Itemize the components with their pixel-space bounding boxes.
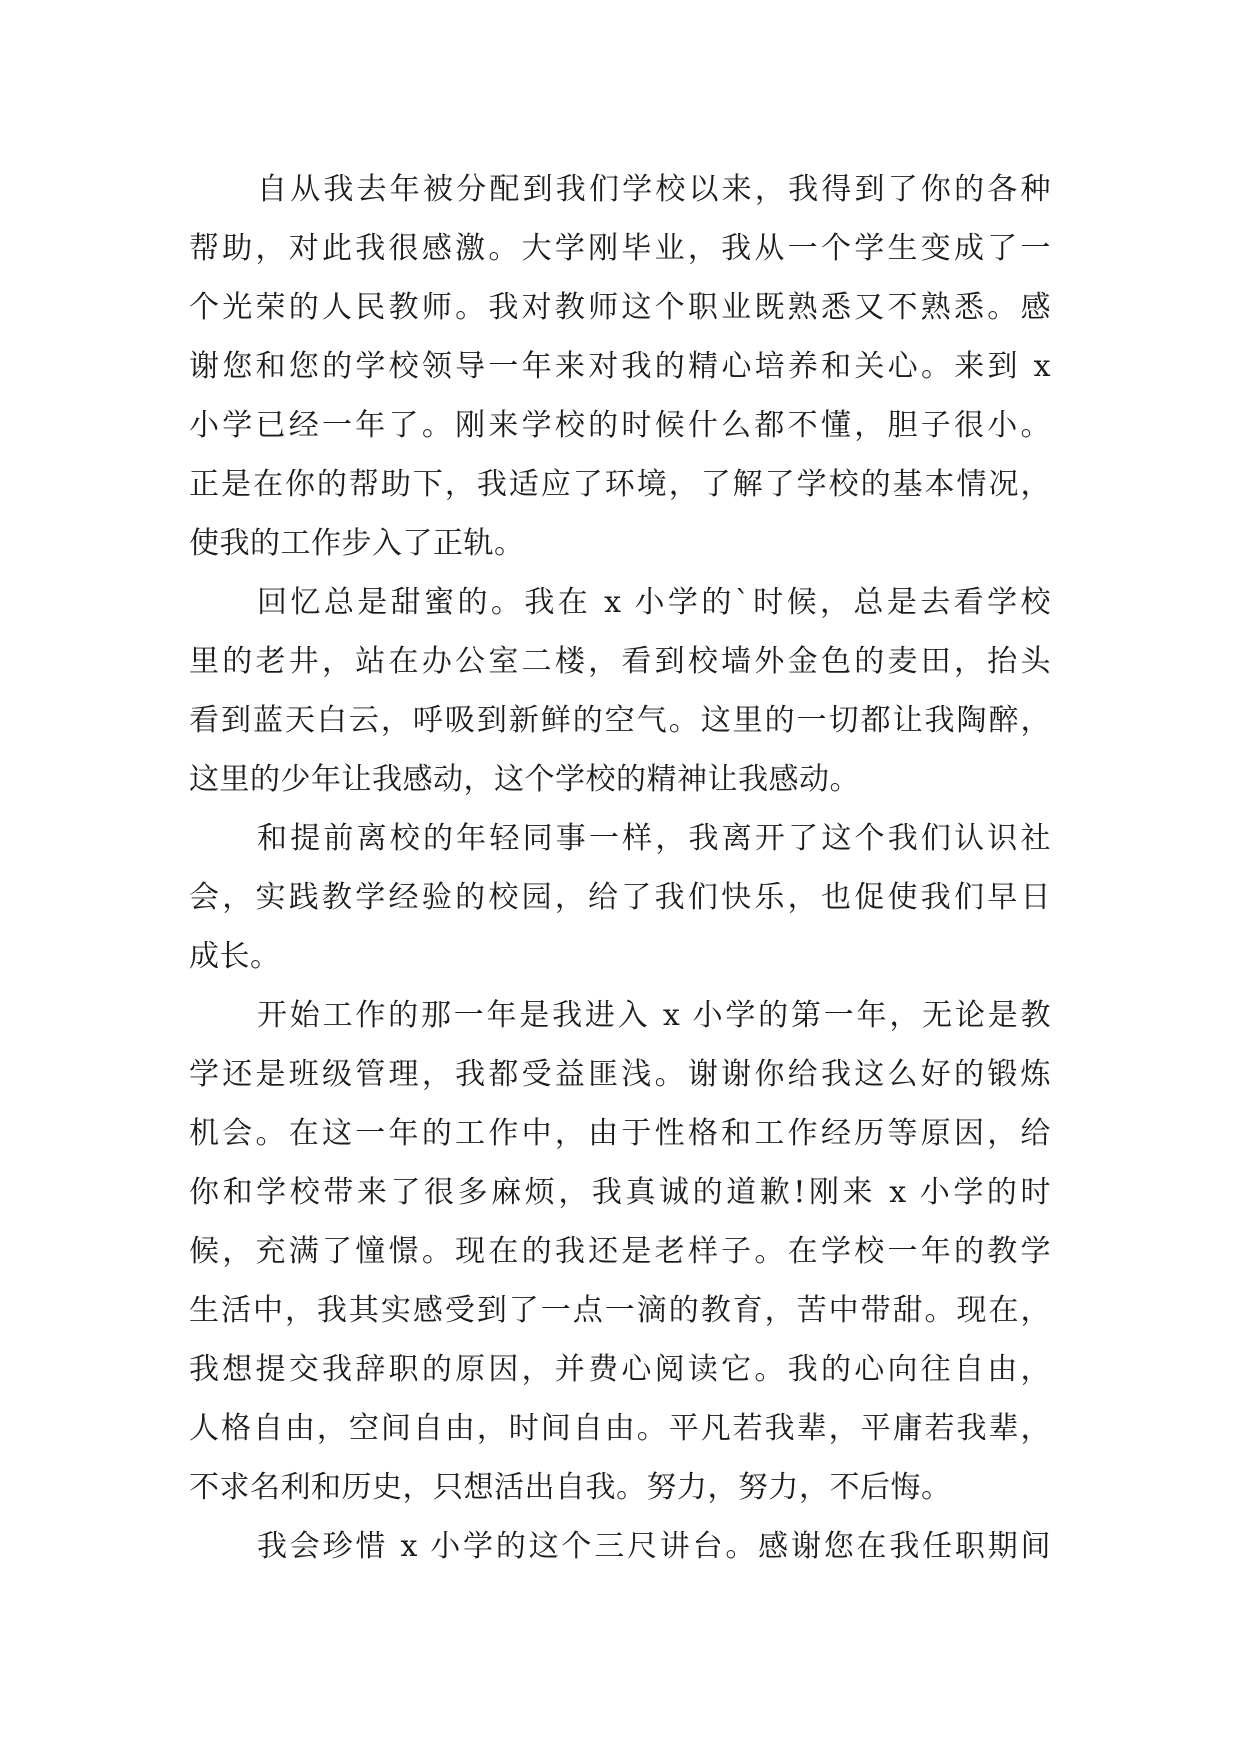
paragraph-1 xyxy=(189,160,1051,573)
text-line: 成长。 xyxy=(189,939,281,974)
paragraph-2 xyxy=(189,573,1051,809)
text-line: 里的老井，站在办公室二楼，看到校墙外金色的麦田，抬头 xyxy=(189,644,1051,679)
text-line: 人格自由，空间自由，时间自由。平凡若我辈，平庸若我辈， xyxy=(189,1411,1051,1446)
letter-body xyxy=(189,160,1051,1576)
text-line: 这里的少年让我感动，这个学校的精神让我感动。 xyxy=(189,762,860,797)
text-line: 候，充满了憧憬。现在的我还是老样子。在学校一年的教学 xyxy=(189,1234,1051,1269)
paragraph-3 xyxy=(189,809,1051,986)
text-line: 会，实践教学经验的校园，给了我们快乐，也促使我们早日 xyxy=(189,880,1051,915)
text-line: 个光荣的人民教师。我对教师这个职业既熟悉又不熟悉。感 xyxy=(189,290,1051,325)
text-line: 看到蓝天白云，呼吸到新鲜的空气。这里的一切都让我陶醉， xyxy=(189,703,1051,738)
text-line: 不求名利和历史，只想活出自我。努力，努力，不后悔。 xyxy=(189,1470,952,1505)
text-line: 回忆总是甜蜜的。我在 x 小学的`时候，总是去看学校 xyxy=(257,585,1051,620)
text-line: 我会珍惜 x 小学的这个三尺讲台。感谢您在我任职期间 xyxy=(257,1529,1051,1564)
text-line: 使我的工作步入了正轨。 xyxy=(189,526,525,561)
text-line: 谢您和您的学校领导一年来对我的精心培养和关心。来到 x xyxy=(189,349,1051,384)
text-line: 和提前离校的年轻同事一样，我离开了这个我们认识社 xyxy=(257,821,1051,856)
text-line: 开始工作的那一年是我进入 x 小学的第一年，无论是教 xyxy=(257,998,1051,1033)
text-line: 生活中，我其实感受到了一点一滴的教育，苦中带甜。现在， xyxy=(189,1293,1051,1328)
paragraph-4 xyxy=(189,986,1051,1517)
text-line: 小学已经一年了。刚来学校的时候什么都不懂，胆子很小。 xyxy=(189,408,1051,443)
text-line: 学还是班级管理，我都受益匪浅。谢谢你给我这么好的锻炼 xyxy=(189,1057,1051,1092)
text-line: 机会。在这一年的工作中，由于性格和工作经历等原因，给 xyxy=(189,1116,1051,1151)
text-line: 你和学校带来了很多麻烦，我真诚的道歉!刚来 x 小学的时 xyxy=(189,1175,1051,1210)
text-line: 自从我去年被分配到我们学校以来，我得到了你的各种 xyxy=(257,172,1051,207)
text-line: 我想提交我辞职的原因，并费心阅读它。我的心向往自由， xyxy=(189,1352,1051,1387)
text-line: 帮助，对此我很感激。大学刚毕业，我从一个学生变成了一 xyxy=(189,231,1051,266)
paragraph-5 xyxy=(189,1517,1051,1576)
text-line: 正是在你的帮助下，我适应了环境，了解了学校的基本情况， xyxy=(189,467,1051,502)
